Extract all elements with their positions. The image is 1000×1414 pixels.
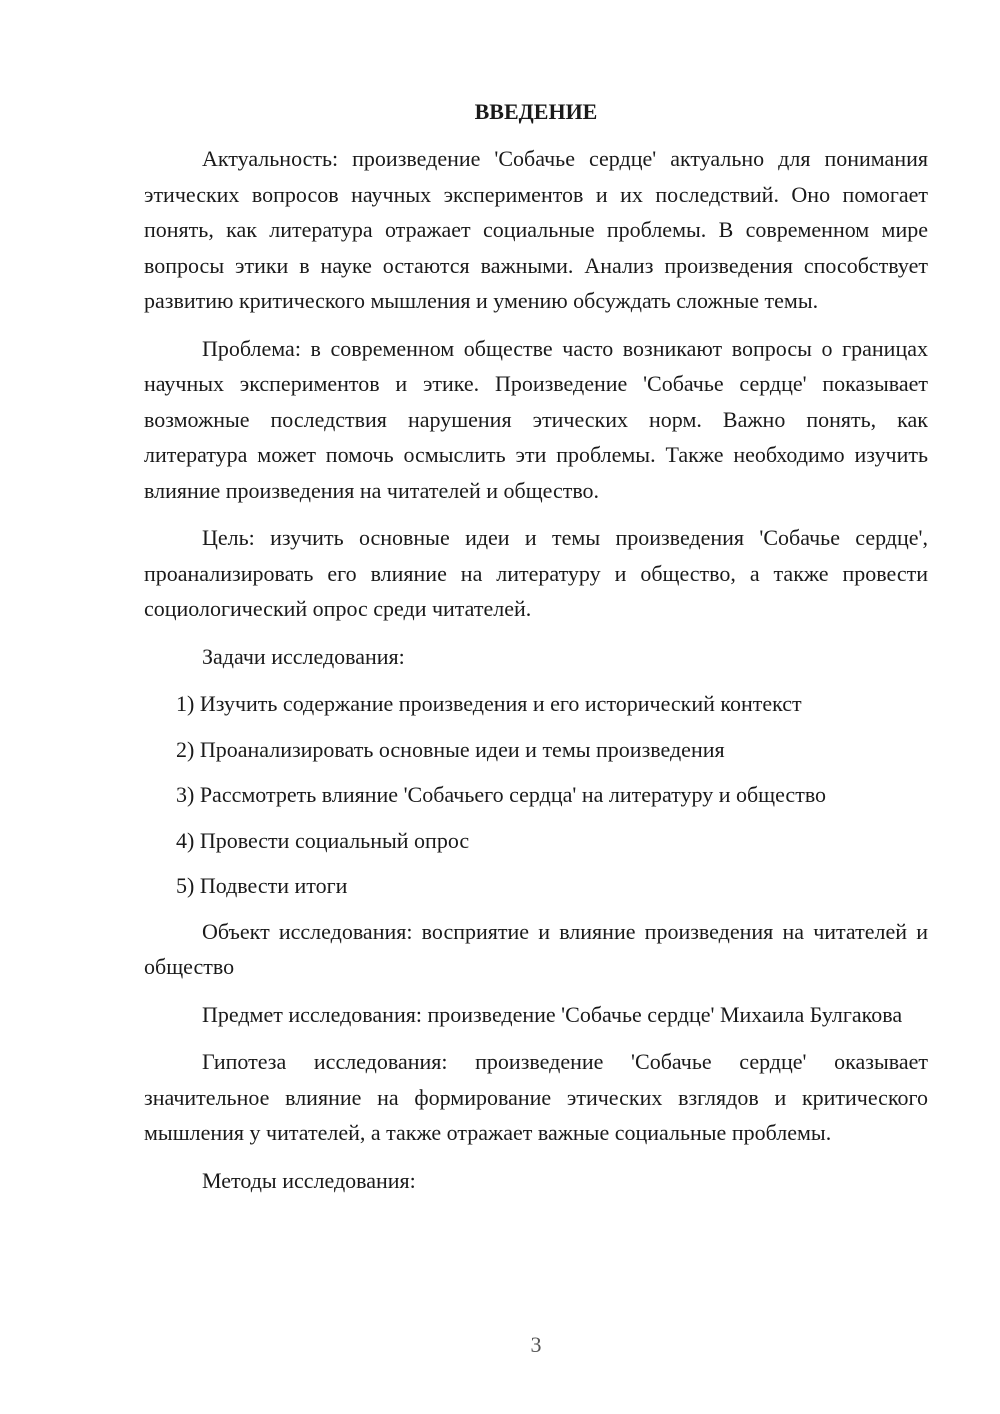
page-content xyxy=(144,94,928,1208)
paragraph-object: Объект исследования: восприятие и влияние произведения на читателей и общество xyxy=(144,918,928,979)
list-item: 1) Изучить содержание произведения и его исторический контекст xyxy=(176,691,802,716)
paragraph-subject: Предмет исследования: произведение 'Собачье сердце' Михаила Булгакова xyxy=(202,1001,903,1027)
paragraph-goal: Цель: изучить основные идеи и темы произведения 'Собачье сердце', проанализировать его влияние на литературу и общество, а также провести социологический опрос среди читателей. xyxy=(144,525,928,621)
page-title: ВВЕДЕНИЕ xyxy=(474,99,598,124)
paragraph-tasks-heading: Задачи исследования: xyxy=(202,643,405,669)
list-item: 3) Рассмотреть влияние 'Собачьего сердца' на литературу и общество xyxy=(176,782,827,807)
paragraph-methods-heading: Методы исследования: xyxy=(202,1167,416,1193)
paragraph-relevance: Актуальность: произведение 'Собачье сердце' актуально для понимания этических вопросов научных экспериментов и их последствий. Оно помогает понять, как литература отражает социальные проблемы. В современном мире вопросы этики в науке остаются важными. Анализ произведения способствует развитию критического мышления и умению обсуждать сложные темы. xyxy=(144,146,928,313)
tasks-list xyxy=(144,686,928,904)
list-item: 5) Подвести итоги xyxy=(176,873,348,898)
paragraph-problem: Проблема: в современном обществе часто возникают вопросы о границах научных экспериментов и этике. Произведение 'Собачье сердце' показывает возможные последствия нарушения этических норм. Важно понять, как литература может помочь осмыслить эти проблемы. Также необходимо изучить влияние произведения на читателей и общество. xyxy=(144,335,928,503)
paragraph-hypothesis: Гипотеза исследования: произведение 'Собачье сердце' оказывает значительное влияние на формирование этических взглядов и критического мышления у читателей, а также отражает важные социальные проблемы. xyxy=(144,1049,928,1145)
list-item: 2) Проанализировать основные идеи и темы произведения xyxy=(176,736,725,762)
list-item: 4) Провести социальный опрос xyxy=(176,827,470,853)
page-number: 3 xyxy=(530,1332,542,1357)
